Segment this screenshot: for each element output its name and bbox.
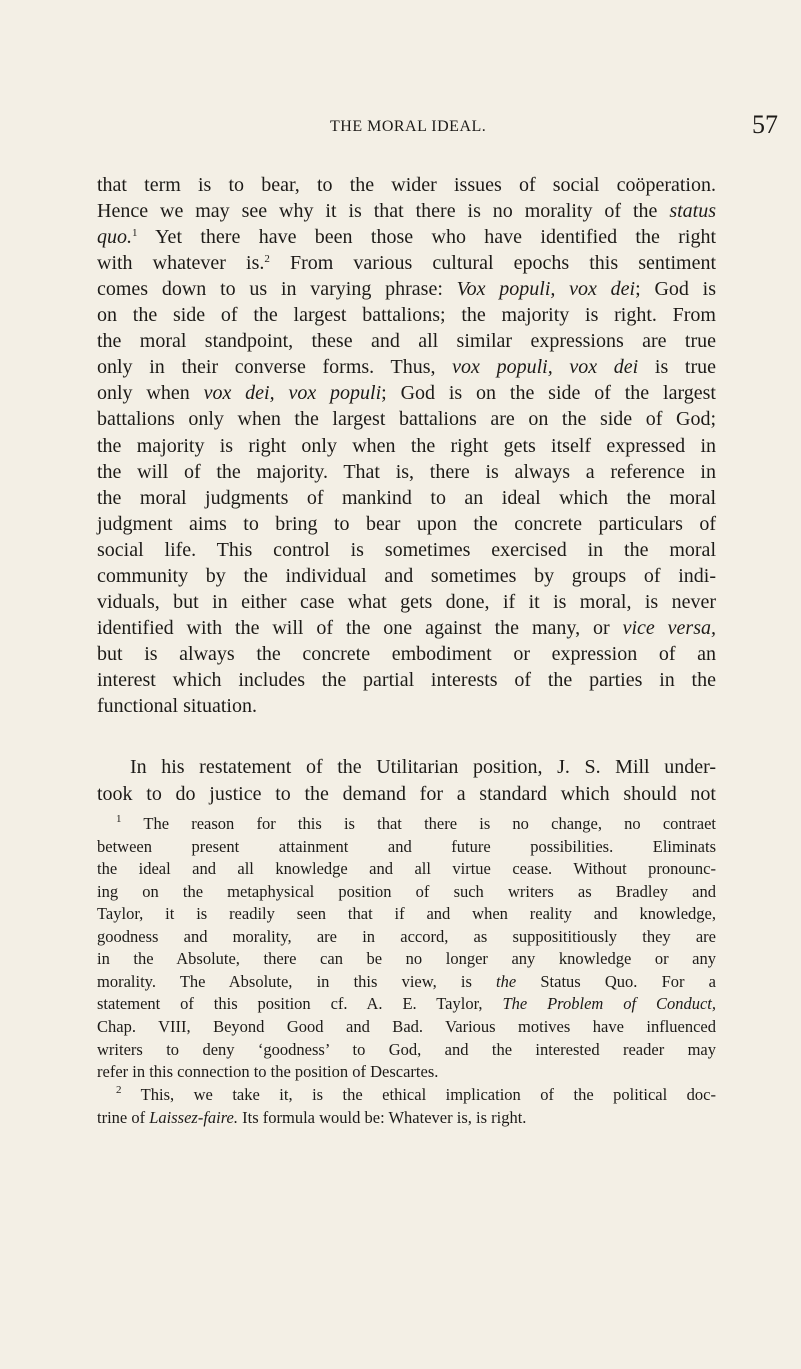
body-p2-line: In his restatement of the Utilitarian position, J. S. Mill under-: [130, 756, 716, 778]
fn1-line: goodness and morality, are in accord, as supposititiously they are: [97, 926, 716, 946]
body-p1-line: but is always the concrete embodiment or expression of an: [97, 642, 716, 665]
body-p1-line: the moral judgments of mankind to an ideal which the moral: [97, 486, 716, 509]
fn1-line: $^1$ The reason for this is that there is no change, no contraet: [116, 813, 716, 833]
fn1-line: between present attainment and future possibilities. Eliminats: [97, 836, 716, 856]
fn1-line: in the Absolute, there can be no longer any knowledge or any: [97, 949, 716, 969]
page-number: 57: [752, 110, 778, 139]
fn1-line: morality. The Absolute, in this view, is the Status Quo. For a: [97, 971, 716, 991]
fn1-line: refer in this connection to the position of Descartes.: [97, 1062, 439, 1082]
body-p1-line: functional situation.: [97, 695, 257, 717]
fn1-line: statement of this position cf. A. E. Taylor, The Problem of Conduct,: [97, 994, 716, 1014]
body-p1-line: social life. This control is sometimes exercised in the moral: [97, 538, 716, 561]
body-p1-line: Hence we may see why it is that there is no morality of the status: [97, 200, 716, 223]
body-p1-line: on the side of the largest battalions; the majority is right. From: [97, 304, 716, 327]
body-p1-line: battalions only when the largest battalions are on the side of God;: [97, 408, 716, 431]
running-title: THE MORAL IDEAL.: [330, 118, 487, 135]
fn1-line: Taylor, it is readily seen that if and when reality and knowledge,: [97, 904, 716, 924]
body-p1-line: judgment aims to bring to bear upon the concrete particulars of: [97, 512, 716, 535]
body-p1-line: only in their converse forms. Thus, vox populi, vox dei is true: [97, 356, 716, 379]
body-p1-line: interest which includes the partial interests of the parties in the: [97, 668, 716, 691]
body-p1-line: the majority is right only when the right gets itself expressed in: [97, 434, 716, 457]
body-p1-line: only when vox dei, vox populi; God is on the side of the largest: [97, 382, 716, 405]
fn1-line: the ideal and all knowledge and all virtue cease. Without pronounc-: [97, 859, 716, 879]
fn2-line: $^2$ This, we take it, is the ethical implication of the political doc-: [116, 1084, 716, 1104]
fn1-line: Chap. VIII, Beyond Good and Bad. Various motives have influenced: [97, 1016, 716, 1036]
fn1-line: writers to deny ‘goodness’ to God, and the interested reader may: [97, 1039, 716, 1059]
body-p1-line: identified with the will of the one against the many, or vice versa,: [97, 616, 716, 639]
body-p1-line: quo.$^1$ Yet there have been those who have identified the right: [97, 226, 716, 249]
body-p2-line: took to do justice to the demand for a standard which should not: [97, 782, 716, 805]
body-p1-line: the moral standpoint, these and all similar expressions are true: [97, 330, 716, 353]
body-p1-line: comes down to us in varying phrase: Vox populi, vox dei; God is: [97, 278, 716, 301]
body-p1-line: that term is to bear, to the wider issues of social coöperation.: [97, 174, 716, 196]
body-p1-line: with whatever is.$^2$ From various cultural epochs this sentiment: [97, 252, 716, 275]
fn2-line: trine of Laissez-faire. Its formula would be: Whatever is, is right.: [97, 1107, 527, 1127]
body-p1-line: community by the individual and sometimes by groups of indi-: [97, 564, 716, 587]
body-p1-line: viduals, but in either case what gets done, if it is moral, is never: [97, 590, 716, 613]
body-p1-line: the will of the majority. That is, there is always a reference in: [97, 460, 716, 483]
fn1-line: ing on the metaphysical position of such writers as Bradley and: [97, 881, 716, 901]
